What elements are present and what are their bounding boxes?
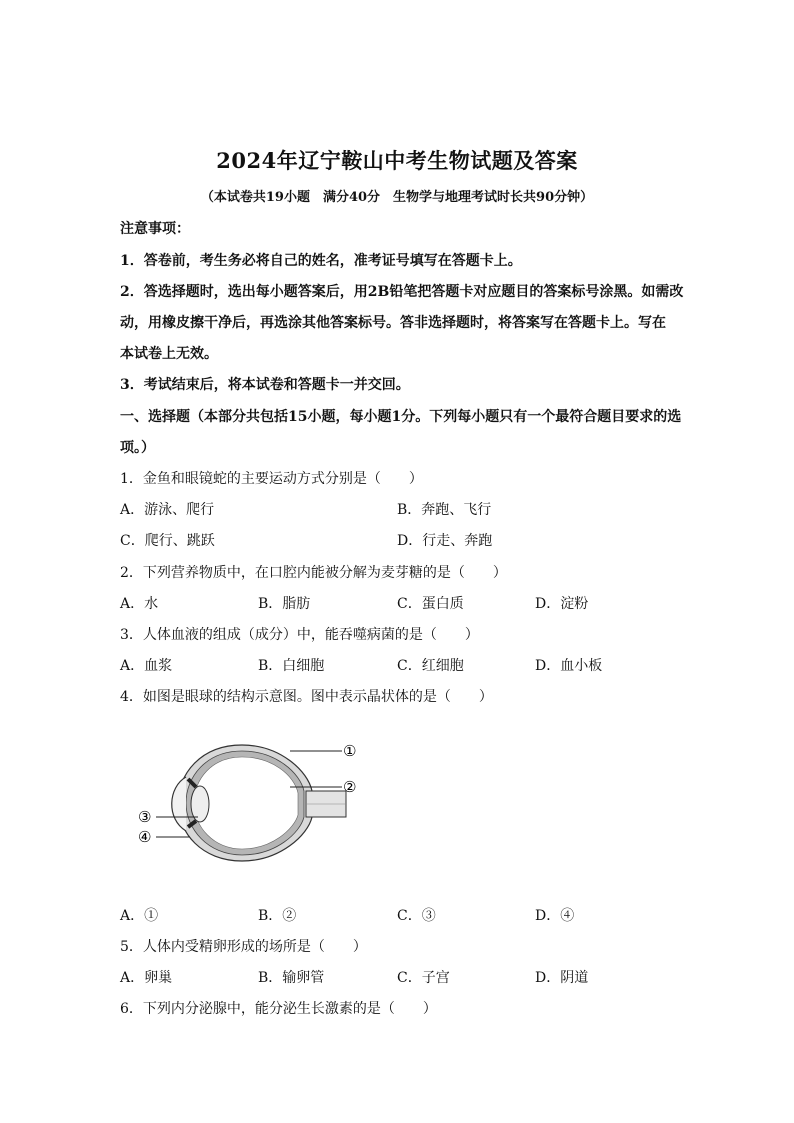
question-2-stem: 2．下列营养物质中，在口腔内能被分解为麦芽糖的是（ ） bbox=[120, 565, 507, 581]
question-5-option-b: B．输卵管 bbox=[258, 970, 325, 986]
page-title: 2024年辽宁鞍山中考生物试题及答案 bbox=[216, 148, 578, 173]
eyeball-diagram bbox=[130, 735, 370, 865]
question-1-option-a: A．游泳、爬行 bbox=[120, 502, 215, 518]
figure-label-3: ③ bbox=[138, 808, 152, 826]
question-1-stem: 1．金鱼和眼镜蛇的主要运动方式分别是（ ） bbox=[120, 471, 423, 487]
figure-label-4: ④ bbox=[138, 828, 152, 846]
question-3-option-b: B．白细胞 bbox=[258, 658, 325, 674]
question-4-option-d: D．④ bbox=[535, 908, 575, 924]
figure-label-2: ② bbox=[343, 778, 357, 796]
question-1-option-d: D．行走、奔跑 bbox=[397, 533, 493, 549]
question-4-option-c: C．③ bbox=[397, 908, 436, 924]
question-4-option-b: B．② bbox=[258, 908, 297, 924]
question-6-stem: 6．下列内分泌腺中，能分泌生长激素的是（ ） bbox=[120, 1001, 437, 1017]
question-3-option-d: D．血小板 bbox=[535, 658, 603, 674]
notice-item-2-line1: 2．答选择题时，选出每小题答案后，用2B铅笔把答题卡对应题目的答案标号涂黑。如需改 bbox=[120, 284, 684, 300]
question-3-stem: 3．人体血液的组成（成分）中，能吞噬病菌的是（ ） bbox=[120, 627, 479, 643]
question-3-option-c: C．红细胞 bbox=[397, 658, 464, 674]
question-2-option-d: D．淀粉 bbox=[535, 596, 589, 612]
question-3-option-a: A．血浆 bbox=[120, 658, 173, 674]
question-2-option-c: C．蛋白质 bbox=[397, 596, 464, 612]
cornea bbox=[172, 777, 186, 831]
question-2-option-b: B．脂肪 bbox=[258, 596, 311, 612]
figure-label-1: ① bbox=[343, 742, 357, 760]
notice-heading: 注意事项： bbox=[120, 221, 190, 237]
question-5-option-c: C．子宫 bbox=[397, 970, 450, 986]
question-5-option-d: D．阴道 bbox=[535, 970, 589, 986]
notice-item-3: 3．考试结束后，将本试卷和答题卡一并交回。 bbox=[120, 377, 410, 393]
question-4-option-a: A．① bbox=[120, 908, 159, 924]
question-4-stem: 4．如图是眼球的结构示意图。图中表示晶状体的是（ ） bbox=[120, 689, 493, 705]
question-2-option-a: A．水 bbox=[120, 596, 159, 612]
page-subtitle: （本试卷共19小题 满分40分 生物学与地理考试时长共90分钟） bbox=[200, 190, 594, 205]
question-5-option-a: A．卵巢 bbox=[120, 970, 173, 986]
notice-item-2-line3: 本试卷上无效。 bbox=[120, 346, 218, 362]
notice-item-2-line2: 动，用橡皮擦干净后，再选涂其他答案标号。答非选择题时，将答案写在答题卡上。写在 bbox=[120, 315, 666, 331]
notice-item-1: 1．答卷前，考生务必将自己的姓名，准考证号填写在答题卡上。 bbox=[120, 253, 522, 269]
question-5-stem: 5．人体内受精卵形成的场所是（ ） bbox=[120, 939, 367, 955]
section-heading-line1: 一、选择题（本部分共包括15小题，每小题1分。下列每小题只有一个最符合题目要求的选 bbox=[120, 409, 682, 425]
vitreous-body bbox=[194, 757, 298, 849]
question-1-option-c: C．爬行、跳跃 bbox=[120, 533, 215, 549]
question-1-option-b: B．奔跑、飞行 bbox=[397, 502, 492, 518]
section-heading-line2: 项。） bbox=[120, 440, 155, 456]
